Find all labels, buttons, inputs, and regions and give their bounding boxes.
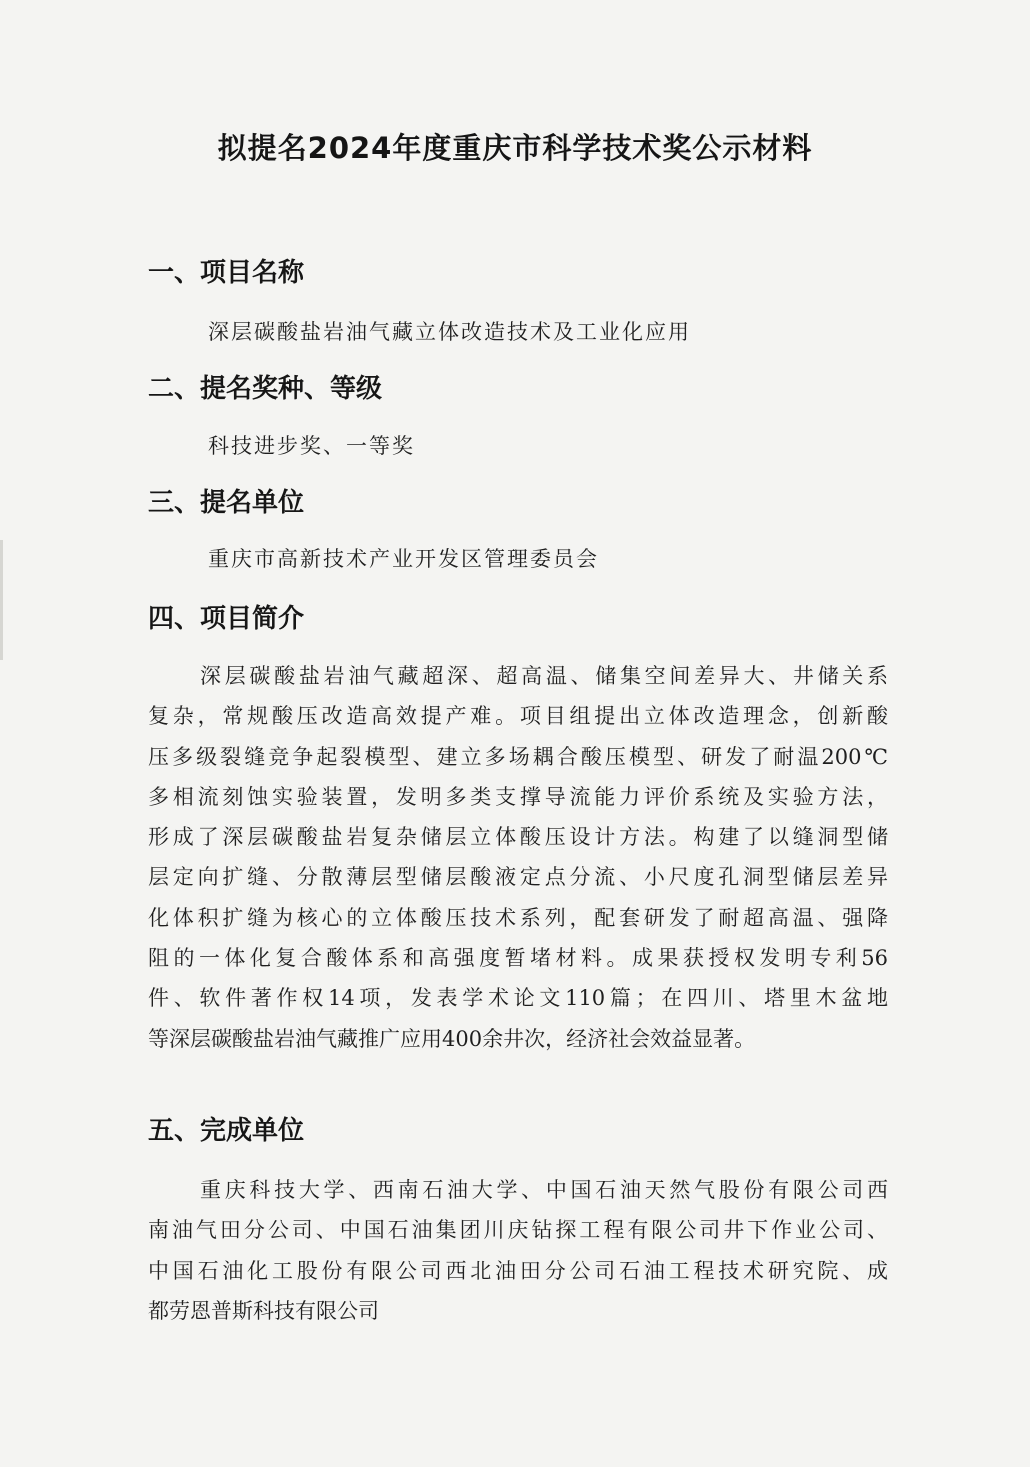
units-line: 重庆科技大学、西南石油大学、中国石油天然气股份有限公司西	[200, 1178, 888, 1202]
section-heading-project-name: 一、项目名称	[148, 258, 305, 288]
summary-line: 多相流刻蚀实验装置，发明多类支撑导流能力评价系统及实验方法，	[148, 784, 888, 809]
summary-line: 等深层碳酸盐岩油气藏推广应用400余井次，经济社会效益显著。	[148, 1026, 756, 1051]
summary-line: 形成了深层碳酸盐岩复杂储层立体酸压设计方法。构建了以缝洞型储	[148, 825, 888, 850]
summary-line: 件、软件著作权14项，发表学术论文110篇；在四川、塔里木盆地	[148, 986, 888, 1011]
project-name-text: 深层碳酸盐岩油气藏立体改造技术及工业化应用	[208, 320, 691, 344]
section-heading-completing-units: 五、完成单位	[148, 1116, 305, 1146]
summary-line: 复杂，常规酸压改造高效提产难。项目组提出立体改造理念，创新酸	[148, 704, 888, 729]
page-title: 拟提名2024年度重庆市科学技术奖公示材料	[217, 131, 813, 165]
section-heading-award-type: 二、提名奖种、等级	[148, 374, 383, 404]
nominating-unit-text: 重庆市高新技术产业开发区管理委员会	[208, 547, 599, 571]
summary-line: 压多级裂缝竞争起裂模型、建立多场耦合酸压模型、研发了耐温200℃	[148, 744, 888, 769]
award-type-text: 科技进步奖、一等奖	[208, 434, 415, 458]
section-heading-project-summary: 四、项目简介	[148, 604, 305, 634]
units-line: 中国石油化工股份有限公司西北油田分公司石油工程技术研究院、成	[148, 1258, 888, 1283]
section-heading-nominating-unit: 三、提名单位	[148, 488, 305, 518]
units-line: 都劳恩普斯科技有限公司	[148, 1298, 379, 1323]
scan-edge-mark	[0, 540, 3, 660]
summary-line: 深层碳酸盐岩油气藏超深、超高温、储集空间差异大、井储关系	[200, 664, 888, 688]
units-line: 南油气田分公司、中国石油集团川庆钻探工程有限公司井下作业公司、	[148, 1218, 888, 1243]
summary-line: 层定向扩缝、分散薄层型储层酸液定点分流、小尺度孔洞型储层差异	[148, 865, 888, 890]
summary-line: 阻的一体化复合酸体系和高强度暂堵材料。成果获授权发明专利56	[148, 946, 888, 971]
project-summary-paragraph	[148, 656, 888, 1059]
completing-units-paragraph	[148, 1170, 888, 1331]
summary-line: 化体积扩缝为核心的立体酸压技术系列，配套研发了耐超高温、强降	[148, 905, 888, 930]
